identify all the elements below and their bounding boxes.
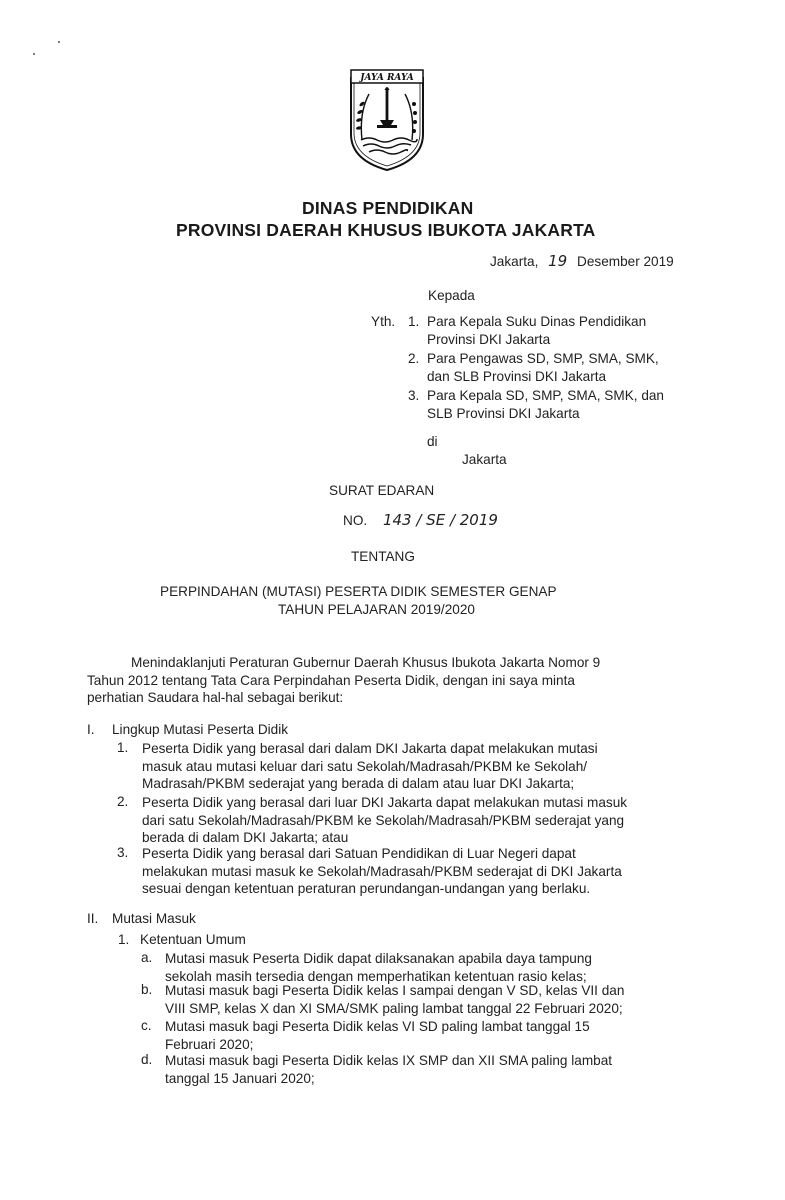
section-1-item-number: 3. — [117, 845, 129, 860]
item-line: melakukan mutasi masuk ke Sekolah/Madrasah/PKBM sederajat di DKI Jakarta — [142, 863, 622, 879]
section-1-title: Lingkup Mutasi Peserta Didik — [112, 722, 289, 737]
recipient-item-number: 3. — [408, 388, 420, 403]
circular-number — [343, 511, 498, 529]
rule-item — [165, 982, 687, 1017]
agency-name: DINAS PENDIDIKAN — [302, 198, 474, 218]
rule-line: Mutasi masuk bagi Peserta Didik kelas IX SMP dan XII SMA paling lambat — [165, 1053, 613, 1068]
rule-line: Mutasi masuk Peserta Didik dapat dilaksanakan apabila daya tampung — [165, 951, 592, 966]
recipient-item-text: Para Pengawas SD, SMP, SMA, SMK, — [427, 351, 659, 366]
rule-item-letter: a. — [141, 950, 153, 965]
section-1-item-number: 1. — [117, 740, 129, 755]
yth-label: Yth. — [371, 314, 396, 329]
rule-item — [165, 1052, 687, 1087]
rule-item-letter: b. — [141, 982, 153, 997]
rule-item-letter: d. — [141, 1052, 153, 1067]
subject-line-1: PERPINDAHAN (MUTASI) PESERTA DIDIK SEMESTER GENAP — [160, 584, 557, 599]
intro-line: Tahun 2012 tentang Tata Cara Perpindahan Peserta Didik, dengan ini saya minta — [87, 672, 575, 688]
date-day-handwritten: 19 — [548, 252, 568, 270]
recipient-item-text: Para Kepala Suku Dinas Pendidikan — [427, 314, 647, 329]
svg-text:JAYA RAYA: JAYA RAYA — [360, 73, 414, 83]
item-line: Madrasah/PKBM sederajat yang berada di dalam atau luar DKI Jakarta; — [142, 776, 575, 791]
number-label: NO. — [343, 513, 368, 528]
item-line: sesuai dengan ketentuan peraturan perundangan-undangan yang berlaku. — [142, 881, 591, 896]
item-line: dari satu Sekolah/Madrasah/PKBM ke Sekolah/Madrasah/PKBM sederajat yang — [142, 812, 625, 828]
rule-item — [165, 950, 687, 985]
rule-line: Februari 2020; — [165, 1036, 254, 1052]
rule-item — [165, 1018, 687, 1053]
letter-date — [490, 252, 674, 270]
subject-line-2: TAHUN PELAJARAN 2019/2020 — [278, 602, 475, 617]
intro-line: Menindaklanjuti Peraturan Gubernur Daerah Khusus Ibukota Jakarta Nomor 9 — [131, 655, 601, 670]
section-1-item-number: 2. — [117, 794, 129, 809]
recipient-item-text: SLB Provinsi DKI Jakarta — [427, 406, 580, 421]
recipient-item-text: dan SLB Provinsi DKI Jakarta — [427, 369, 607, 384]
province-name: PROVINSI DAERAH KHUSUS IBUKOTA JAKARTA — [176, 220, 596, 240]
subsection-title: Ketentuan Umum — [140, 932, 246, 947]
section-1-item — [142, 845, 687, 898]
intro-line: perhatian Saudara hal-hal sebagai berikut: — [87, 690, 344, 705]
section-2-title: Mutasi Masuk — [112, 911, 196, 926]
tentang-label: TENTANG — [351, 549, 415, 564]
recipient-item-text: Provinsi DKI Jakarta — [427, 332, 551, 347]
item-line: Peserta Didik yang berasal dari dalam DKI Jakarta dapat melakukan mutasi — [142, 741, 598, 756]
rule-line: tanggal 15 Januari 2020; — [165, 1070, 315, 1086]
section-2-number: II. — [87, 911, 99, 926]
item-line: Peserta Didik yang berasal dari luar DKI Jakarta dapat melakukan mutasi masuk — [142, 795, 628, 810]
kepada-label: Kepada — [428, 288, 475, 303]
jakarta-coat-of-arms-logo — [347, 68, 427, 172]
scan-speck — [58, 41, 60, 43]
section-1-item — [142, 794, 687, 847]
rule-item-letter: c. — [141, 1018, 152, 1033]
rule-line: VIII SMP, kelas X dan XI SMA/SMK paling lambat tanggal 22 Februari 2020; — [165, 1000, 623, 1016]
item-line: berada di dalam DKI Jakarta; atau — [142, 830, 349, 845]
rule-line: sekolah masih tersedia dengan memperhatikan ketentuan rasio kelas; — [165, 968, 587, 984]
rule-line: Mutasi masuk bagi Peserta Didik kelas VI SD paling lambat tanggal 15 — [165, 1019, 590, 1034]
rule-line: Mutasi masuk bagi Peserta Didik kelas I sampai dengan V SD, kelas VII dan — [165, 983, 625, 998]
circular-title: SURAT EDARAN — [329, 483, 435, 498]
section-1-item — [142, 740, 687, 793]
item-line: Peserta Didik yang berasal dari Satuan Pendidikan di Luar Negeri dapat — [142, 846, 576, 861]
date-month-year: Desember 2019 — [577, 254, 674, 269]
subsection-number: 1. — [118, 932, 130, 947]
recipient-city: Jakarta — [462, 452, 507, 467]
section-1-number: I. — [87, 722, 95, 737]
intro-paragraph — [87, 654, 687, 707]
recipient-item-number: 1. — [408, 314, 420, 329]
item-line: masuk atau mutasi keluar dari satu Sekolah/Madrasah/PKBM ke Sekolah/ — [142, 758, 588, 774]
recipient-item-number: 2. — [408, 351, 420, 366]
di-label: di — [427, 434, 438, 449]
recipient-item-text: Para Kepala SD, SMP, SMA, SMK, dan — [427, 388, 664, 403]
number-handwritten: 143 / SE / 2019 — [382, 511, 498, 529]
scan-speck — [33, 53, 35, 55]
date-place: Jakarta, — [490, 254, 539, 269]
